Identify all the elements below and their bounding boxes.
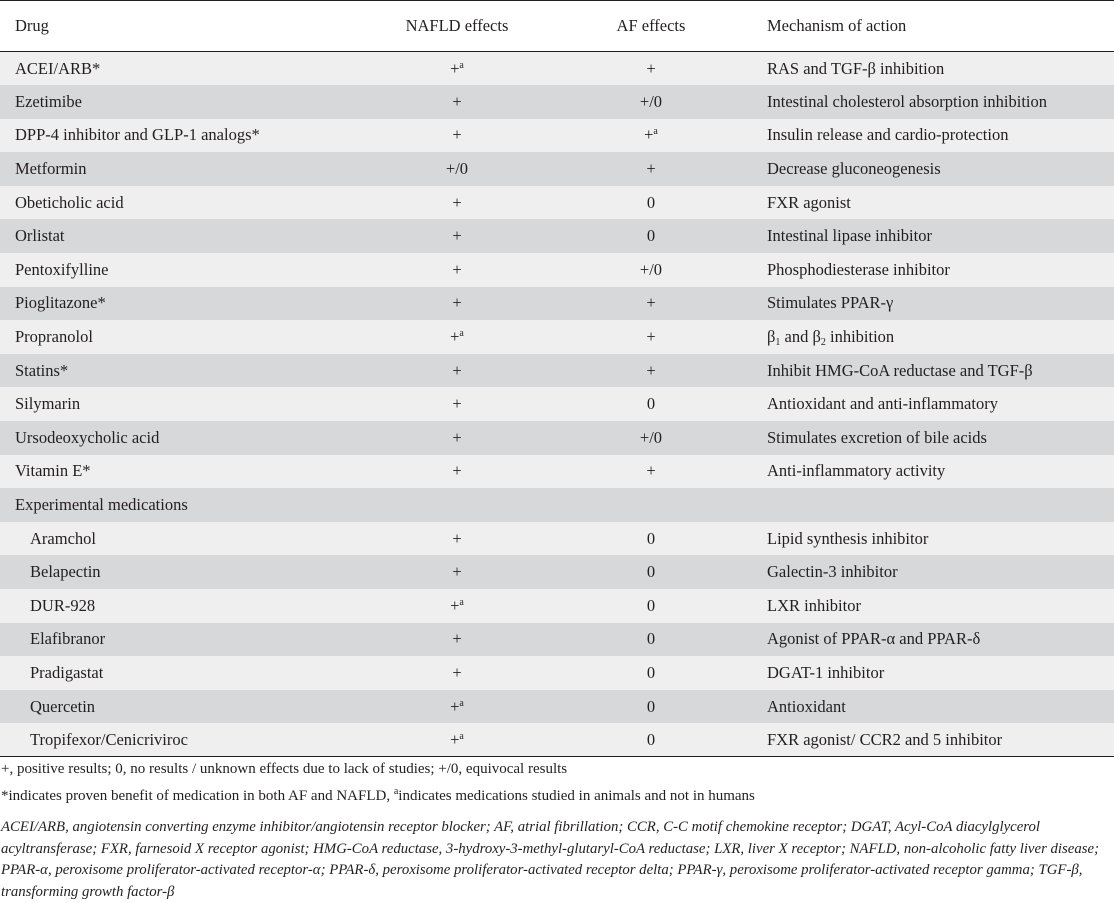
nafld-effect: + <box>452 528 462 548</box>
mechanism: Inhibit HMG-CoA reductase and TGF-β <box>767 360 1033 380</box>
mechanism <box>745 488 1114 522</box>
af-effect: +$^a$ <box>644 125 658 145</box>
footnote-a-note: indicates medications studied in animals and not in humans <box>398 788 755 804</box>
nafld-effect: + <box>452 427 462 447</box>
af-effect: + <box>646 58 656 78</box>
header-nafld-effects: NAFLD effects <box>357 1 557 52</box>
drug-name: DPP-4 inhibitor and GLP-1 analogs* <box>15 125 260 145</box>
header-af-effects: AF effects <box>557 1 745 52</box>
af-effect <box>557 488 745 522</box>
drug-name: Belapectin <box>30 562 101 582</box>
nafld-effect: + <box>452 226 462 246</box>
nafld-effect: + <box>452 125 462 145</box>
nafld-effect: +$^a$ <box>357 723 557 757</box>
mechanism: RAS and TGF-β inhibition <box>767 58 945 78</box>
nafld-effect: + <box>452 259 462 279</box>
mechanism: FXR agonist <box>767 192 851 212</box>
table-row <box>0 690 1114 724</box>
table-row <box>0 656 1114 690</box>
mechanism: Antioxidant <box>767 696 846 716</box>
nafld-effect: + <box>452 91 462 111</box>
footnote-markers <box>1 788 755 805</box>
drug-name: Quercetin <box>30 696 96 716</box>
nafld-effect: + <box>452 360 462 380</box>
table-row <box>0 52 1114 86</box>
nafld-effect: +$^a$ <box>450 58 464 78</box>
mechanism: Lipid synthesis inhibitor <box>767 528 929 548</box>
header-mechanism: Mechanism of action <box>745 1 1114 52</box>
mechanism: Intestinal lipase inhibitor <box>767 226 932 246</box>
nafld-effect: +$^a$ <box>450 696 464 716</box>
drug-name: Propranolol <box>15 327 93 347</box>
af-effect: 0 <box>646 595 656 615</box>
drug-name: Silymarin <box>15 394 81 414</box>
section-label: Experimental medications <box>15 495 188 515</box>
drug-name: ACEI/ARB* <box>15 58 101 78</box>
table-row <box>0 421 1114 455</box>
header-drug: Drug <box>0 1 357 52</box>
table-row <box>0 186 1114 220</box>
nafld-effect: + <box>452 662 462 682</box>
table-row <box>0 320 1114 354</box>
drug-name: Pentoxifylline <box>15 259 109 279</box>
af-effect: 0 <box>646 696 656 716</box>
table-header-row <box>0 1 1114 52</box>
drug-name: DUR-928 <box>30 595 96 615</box>
mechanism: Stimulates excretion of bile acids <box>767 427 987 447</box>
af-effect: + <box>646 327 656 347</box>
mechanism: Decrease gluconeogenesis <box>767 159 941 179</box>
table-row <box>0 555 1114 589</box>
af-effect: 0 <box>646 662 656 682</box>
af-effect: +/0 <box>639 91 663 111</box>
nafld-effect: + <box>452 461 462 481</box>
af-effect: +/0 <box>639 259 663 279</box>
mechanism: Intestinal cholesterol absorption inhibition <box>767 91 1047 111</box>
drug-name: Pioglitazone* <box>15 293 106 313</box>
af-effect: 0 <box>646 528 656 548</box>
af-effect: +/0 <box>639 427 663 447</box>
af-effect: 0 <box>646 192 656 212</box>
drug-name: Tropifexor/Cenicriviroc <box>0 723 357 757</box>
nafld-effect: + <box>452 394 462 414</box>
af-effect: 0 <box>646 226 656 246</box>
table-row <box>0 253 1114 287</box>
af-effect: 0 <box>557 723 745 757</box>
mechanism: FXR agonist/ CCR2 and 5 inhibitor <box>745 723 1114 757</box>
table-row <box>0 623 1114 657</box>
nafld-effect: + <box>452 629 462 649</box>
mechanism: LXR inhibitor <box>767 595 861 615</box>
table-row <box>0 455 1114 489</box>
nafld-effect: +$^a$ <box>450 327 464 347</box>
drug-name: Statins* <box>15 360 69 380</box>
mechanism: Agonist of PPAR-α and PPAR-δ <box>767 629 981 649</box>
drug-name: Ezetimibe <box>15 91 82 111</box>
footnote-star-note: *indicates proven benefit of medication in both AF and NAFLD, <box>1 788 394 804</box>
nafld-effect: + <box>452 562 462 582</box>
nafld-effect: +$^a$ <box>450 595 464 615</box>
mechanism: DGAT-1 inhibitor <box>767 662 885 682</box>
af-effect: + <box>646 159 656 179</box>
table-row <box>0 522 1114 556</box>
mechanism: Galectin-3 inhibitor <box>767 562 898 582</box>
table-row <box>0 152 1114 186</box>
table-body <box>0 52 1114 757</box>
drug-name: Obeticholic acid <box>15 192 124 212</box>
table-row <box>0 219 1114 253</box>
mechanism: Antioxidant and anti-inflammatory <box>767 394 998 414</box>
footnote-abbreviations: ACEI/ARB, angiotensin converting enzyme inhibitor/angiotensin receptor blocker; AF, atrial fibrillation; CCR, C-C motif chemokine receptor; DGAT, Acyl-CoA diacylglycerol acyltransferase; FXR, farnesoid X receptor agonist; HMG-CoA reductase, 3-hydroxy-3-methyl-glutaryl-CoA reductase; LXR, liver X receptor; NAFLD, non-alcoholic fatty liver disease; PPAR-α, peroxisome proliferator-activated receptor-α; PPAR-δ, peroxisome proliferator-activated receptor delta; PPAR-γ, peroxisome proliferator-activated receptor gamma; TGF-β, transforming growth factor-β <box>1 819 1100 900</box>
table-row <box>0 387 1114 421</box>
drug-name: Pradigastat <box>30 662 104 682</box>
table-row <box>0 723 1114 757</box>
drug-name: Elafibranor <box>30 629 106 649</box>
mechanism: Anti-inflammatory activity <box>767 461 946 481</box>
table-row <box>0 119 1114 153</box>
nafld-effect: + <box>452 192 462 212</box>
drug-name: Metformin <box>15 159 87 179</box>
drug-name: Vitamin E* <box>15 461 91 481</box>
drug-name: Ursodeoxycholic acid <box>15 427 160 447</box>
af-effect: 0 <box>646 394 656 414</box>
table-row <box>0 85 1114 119</box>
nafld-effect: + <box>452 293 462 313</box>
footnote-a-mark: a <box>393 786 399 797</box>
table-row <box>0 589 1114 623</box>
mechanism: $\beta_1$ and $\beta_2$ inhibition <box>767 327 895 349</box>
drug-name: Orlistat <box>15 226 65 246</box>
drug-name: Aramchol <box>30 528 96 548</box>
af-effect: + <box>646 293 656 313</box>
af-effect: 0 <box>646 562 656 582</box>
af-effect: + <box>646 360 656 380</box>
nafld-effect: +/0 <box>445 159 469 179</box>
section-row <box>0 488 1114 522</box>
footnote-legend: +, positive results; 0, no results / unknown effects due to lack of studies; +/0, equivocal results <box>1 761 568 777</box>
af-effect: 0 <box>646 629 656 649</box>
af-effect: + <box>646 461 656 481</box>
mechanism: Phosphodiesterase inhibitor <box>767 259 950 279</box>
table-row <box>0 354 1114 388</box>
table-row <box>0 287 1114 321</box>
nafld-effect <box>357 488 557 522</box>
mechanism: Insulin release and cardio-protection <box>767 125 1009 145</box>
mechanism: Stimulates PPAR-γ <box>767 293 894 313</box>
